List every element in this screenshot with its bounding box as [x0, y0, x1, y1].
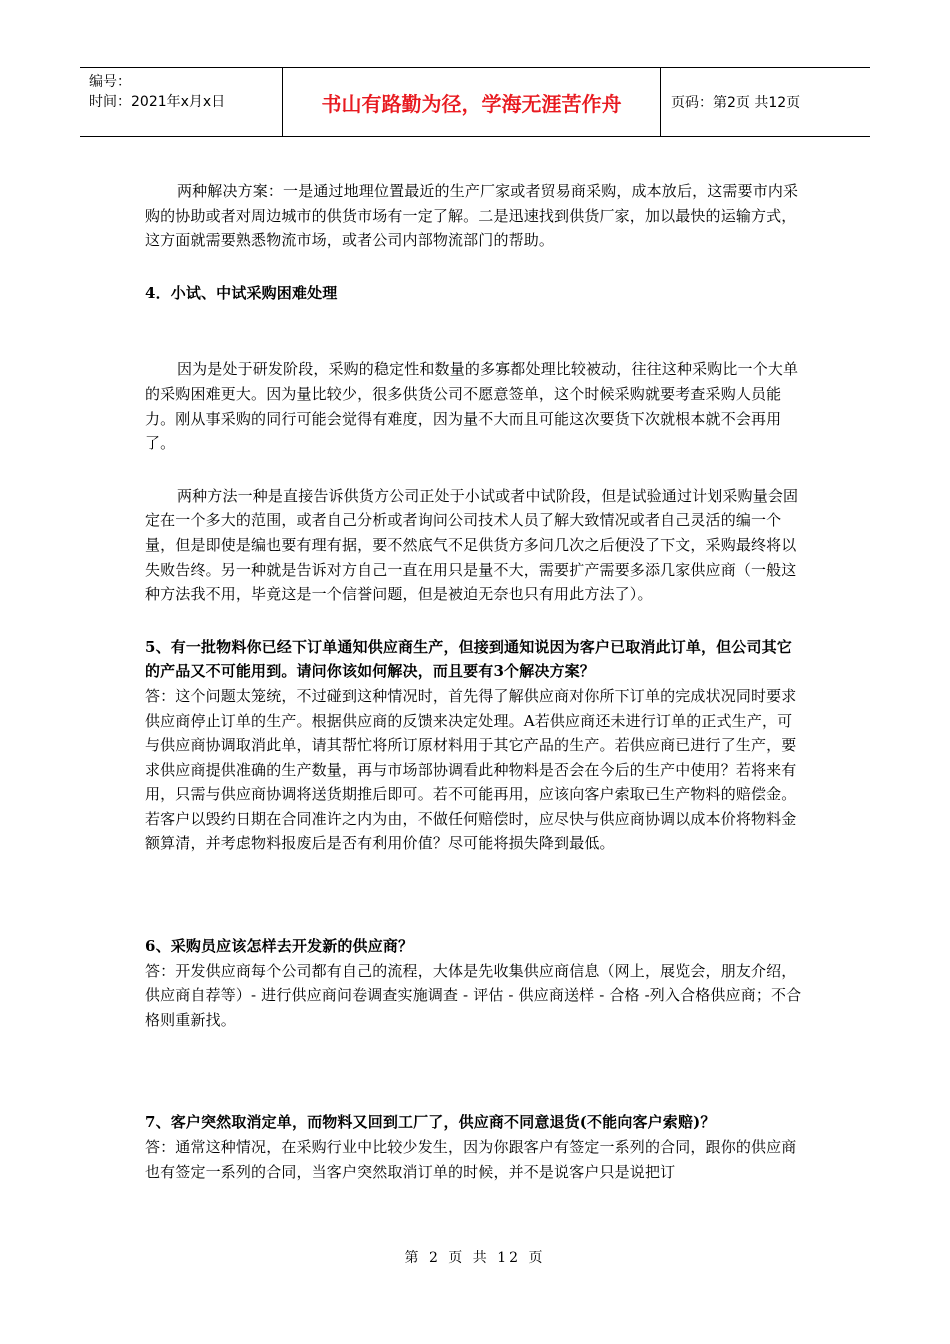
answer-paragraph: 答：通常这种情况，在采购行业中比较少发生，因为你跟客户有签定一系列的合同，跟你的供应商也有签定一系列的合同，当客户突然取消订单的时候，并不是说客户只是说把订 [145, 1138, 797, 1181]
header-motto: 书山有路勤为径，学海无涯苦作舟 [283, 68, 661, 136]
number-label: 编号： [89, 74, 131, 90]
paragraph: 两种方法一种是直接告诉供货方公司正处于小试或者中试阶段，但是试验通过计划采购量会固定在一个多大的范围，或者自己分析或者询问公司技术人员了解大致情况或者自己灵活的编一个量，但是即使是编也要有理有据，要不然底气不足供货方多问几次之后便没了下文，采购最终将以失败告终。另一种就是告诉对方自己一直在用只是量不大，需要扩产需要多添几家供应商（一般这种方法我不用，毕竟这是一个信誉问题，但是被迫无奈也只有用此方法了）。 [145, 486, 799, 604]
page-header [80, 67, 870, 137]
header-meta [80, 68, 283, 136]
paragraph: 两种解决方案：一是通过地理位置最近的生产厂家或者贸易商采购，成本放后，这需要市内采购的协助或者对周边城市的供货市场有一定了解。二是迅速找到供货厂家，加以最快的运输方式，这方面就需要熟悉物流市场，或者公司内部物流部门的帮助。 [145, 182, 799, 250]
document-body [145, 179, 805, 1184]
header-page-info: 页码：第2页 共12页 [671, 95, 801, 111]
page-footer: 第 2 页 共 12 页 [404, 1250, 546, 1266]
paragraph: 因为是处于研发阶段，采购的稳定性和数量的多寡都处理比较被动，往往这种采购比一个大单的采购困难更大。因为量比较少，很多供货公司不愿意签单，这个时候采购就要考查采购人员能力。刚从事采购的同行可能会觉得有难度，因为量不大而且可能这次要货下次就根本就不会再用了。 [145, 360, 799, 453]
answer-paragraph: 答：开发供应商每个公司都有自己的流程，大体是先收集供应商信息（网上，展览会，朋友介绍，供应商自荐等）- 进行供应商问卷调查实施调查 - 评估 - 供应商送样 - 合格 -列入合格供应商；不合格则重新找。 [145, 961, 802, 1029]
question-heading-5: 5、有一批物料你已经下订单通知供应商生产，但接到通知说因为客户已取消此订单，但公司其它的产品又不可能用到。请问你该如何解决，而且要有3个解决方案？ [145, 637, 792, 681]
section-heading-4: 4．小试、中试采购困难处理 [145, 283, 338, 302]
answer-paragraph: 答：这个问题太笼统，不过碰到这种情况时，首先得了解供应商对你所下订单的完成状况同时要求供应商停止订单的生产。根据供应商的反馈来决定处理。A若供应商还未进行订单的正式生产，可与供应商协调取消此单，请其帮忙将所订原材料用于其它产品的生产。若供应商已进行了生产，要求供应商提供准确的生产数量，再与市场部协调看此种物料是否会在今后的生产中使用？若将来有用，只需与供应商协调将送货期推后即可。若不可能再用，应该向客户索取已生产物料的赔偿金。若客户以毁约日期在合同准许之内为由，不做任何赔偿时，应尽快与供应商协调以成本价将物料金额算清，并考虑物料报废后是否有利用价值？尽可能将损失降到最低。 [145, 686, 797, 853]
question-heading-6: 6、采购员应该怎样去开发新的供应商？ [145, 937, 414, 956]
question-heading-7: 7、客户突然取消定单，而物料又回到工厂了，供应商不同意退货(不能向客户索赔)？ [145, 1113, 716, 1132]
time-label: 时间：2021年x月x日 [89, 94, 226, 110]
